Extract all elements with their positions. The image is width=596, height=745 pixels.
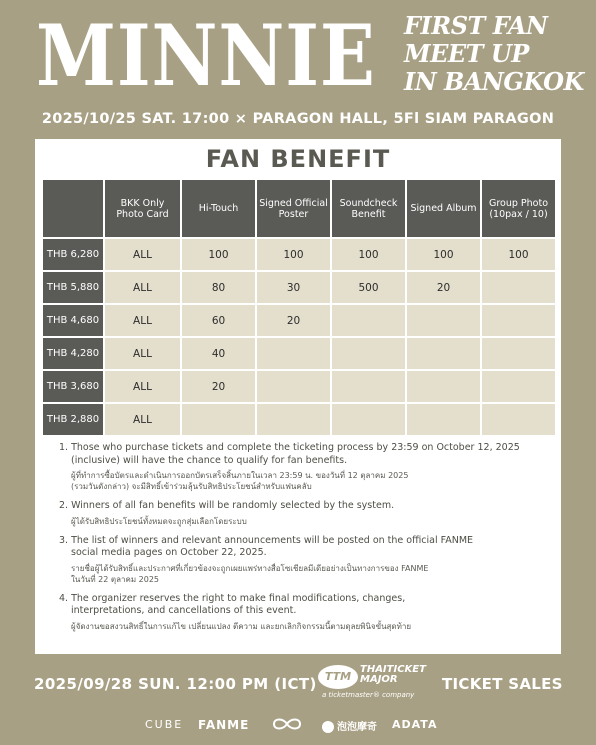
note-item: [59, 535, 549, 585]
table-cell: 30: [257, 272, 330, 303]
side-title-line-1: FIRST FAN: [404, 11, 548, 40]
table-cell: [332, 404, 405, 435]
table-cell: [482, 371, 555, 402]
ticketing-brand-name: [360, 665, 426, 685]
note-text-th-cont: ในวันที่ 22 ตุลาคม 2025: [71, 574, 159, 584]
poster-header: [0, 0, 596, 140]
table-cell: [257, 338, 330, 369]
note-text-en: 2. Winners of all fan benefits will be randomly selected by the system.: [59, 500, 395, 511]
table-cell: [407, 404, 480, 435]
fan-benefit-card: [35, 139, 561, 654]
note-text-en: 3. The list of winners and relevant announcements will be posted on the official FANME: [59, 534, 474, 546]
table-cell: [332, 305, 405, 336]
table-cell: ALL: [105, 305, 180, 336]
table-cell: 20: [257, 305, 330, 336]
fanme-logo: FANME: [198, 718, 250, 732]
table-row: [43, 305, 555, 336]
infinity-icon: [270, 715, 304, 733]
note-text-th: ผู้ได้รับสิทธิประโยชน์ทั้งหมดจะถูกสุ่มเลือกโดยระบบ: [71, 516, 247, 526]
ticket-sale-date: 2025/09/28 SUN. 12:00 PM (ICT): [34, 675, 317, 693]
table-cell: ALL: [105, 371, 180, 402]
cube-logo: CUBE: [145, 718, 184, 731]
table-cell: [407, 371, 480, 402]
table-cell: [482, 338, 555, 369]
table-cell: ALL: [105, 404, 180, 435]
table-row: [43, 338, 555, 369]
sponsor-logos: [0, 718, 596, 738]
table-cell: [182, 404, 255, 435]
side-title: [404, 12, 584, 96]
table-cell: 100: [482, 239, 555, 270]
price-cell: THB 6,280: [43, 239, 103, 270]
column-header: Group Photo (10pax / 10): [482, 180, 555, 237]
table-cell: ALL: [105, 239, 180, 270]
ttm-badge-icon: TTM: [318, 665, 358, 689]
note-text-en: 4. The organizer reserves the right to make final modifications, changes,: [59, 592, 406, 604]
infinity-logo-icon: [270, 715, 304, 737]
table-cell: 100: [182, 239, 255, 270]
note-text-th-cont: (รวมวันดังกล่าว) จะมีสิทธิ์เข้าร่วมลุ้นรับสิทธิประโยชน์สำหรับแฟนคลับ: [71, 482, 312, 491]
brand-line-2: MAJOR: [360, 674, 398, 685]
table-cell: [482, 305, 555, 336]
table-cell: [407, 338, 480, 369]
brand-line-1: THAITICKET: [360, 664, 426, 675]
note-text-en-cont: interpretations, and cancellations of this event.: [71, 605, 297, 616]
column-header: Soundcheck Benefit: [332, 180, 405, 237]
table-cell: [407, 305, 480, 336]
note-text-en: 1. Those who purchase tickets and complete the ticketing process by 23:59 on October 12, 2025: [59, 442, 520, 453]
table-cell: 60: [182, 305, 255, 336]
price-cell: THB 4,280: [43, 338, 103, 369]
table-row: [43, 371, 555, 402]
table-cell: 100: [332, 239, 405, 270]
column-header: Signed Official Poster: [257, 180, 330, 237]
note-text-th: ผู้ที่ทำการซื้อบัตรและดำเนินการออกบัตรเสร็จสิ้นภายในเวลา 23:59 น. ของวันที่ 12 ตุลาคม 2025: [71, 471, 409, 480]
price-cell: THB 4,680: [43, 305, 103, 336]
table-cell: 100: [257, 239, 330, 270]
side-title-line-3: IN BANGKOK: [404, 67, 584, 96]
card-title: FAN BENEFIT: [205, 145, 391, 173]
table-cell: [482, 272, 555, 303]
table-row: [43, 272, 555, 303]
note-text-th: รายชื่อผู้ได้รับสิทธิ์และประกาศที่เกี่ยวข้องจะถูกเผยแพร่ทางสื่อโซเชียลมีเดียอย่างเป็นทางการของ FANME: [71, 563, 429, 573]
column-header: BKK Only Photo Card: [105, 180, 180, 237]
price-cell: THB 3,680: [43, 371, 103, 402]
table-cell: 100: [407, 239, 480, 270]
column-header: Signed Album: [407, 180, 480, 237]
table-cell: 20: [182, 371, 255, 402]
table-cell: [332, 371, 405, 402]
table-cell: [257, 404, 330, 435]
note-text-en-cont: social media pages on October 22, 2025.: [71, 547, 267, 558]
event-date-venue: 2025/10/25 SAT. 17:00 × PARAGON HALL, 5Fl SIAM PARAGON: [41, 111, 555, 127]
note-item: [59, 442, 549, 492]
popmart-logo: [322, 718, 377, 733]
popmart-text: 泡泡摩奇: [337, 722, 377, 733]
thaiticket-major-logo: [318, 663, 432, 699]
note-text-th: ผู้จัดงานขอสงวนสิทธิ์ในการแก้ไข เปลี่ยนแปลง ตีความ และยกเลิกกิจกรรมนี้ตามดุลยพินิจขั้นสุดท้าย: [71, 621, 412, 631]
table-cell: ALL: [105, 272, 180, 303]
side-title-line-2: MEET UP: [404, 39, 529, 68]
table-row: [43, 404, 555, 435]
note-item: [59, 500, 549, 527]
notes-list: [59, 442, 549, 640]
benefit-table: [41, 178, 557, 437]
column-header: Hi-Touch: [182, 180, 255, 237]
table-cell: [332, 338, 405, 369]
ticket-sales-label: TICKET SALES: [442, 675, 563, 693]
table-cell: 500: [332, 272, 405, 303]
table-row: [43, 239, 555, 270]
table-corner-cell: [43, 180, 103, 237]
table-header-row: [43, 180, 555, 237]
table-cell: [482, 404, 555, 435]
popmart-circle-icon: [322, 721, 334, 733]
table-cell: 20: [407, 272, 480, 303]
table-cell: 40: [182, 338, 255, 369]
price-cell: THB 5,880: [43, 272, 103, 303]
ticketmaster-tagline: a ticketmaster® company: [322, 691, 415, 699]
table-cell: ALL: [105, 338, 180, 369]
table-cell: 80: [182, 272, 255, 303]
main-title: MINNIE: [36, 6, 376, 105]
note-item: [59, 593, 549, 632]
table-cell: [257, 371, 330, 402]
price-cell: THB 2,880: [43, 404, 103, 435]
note-text-en-cont: (inclusive) will have the chance to qualify for fan benefits.: [71, 454, 348, 466]
adata-logo: ADATA: [392, 718, 438, 731]
